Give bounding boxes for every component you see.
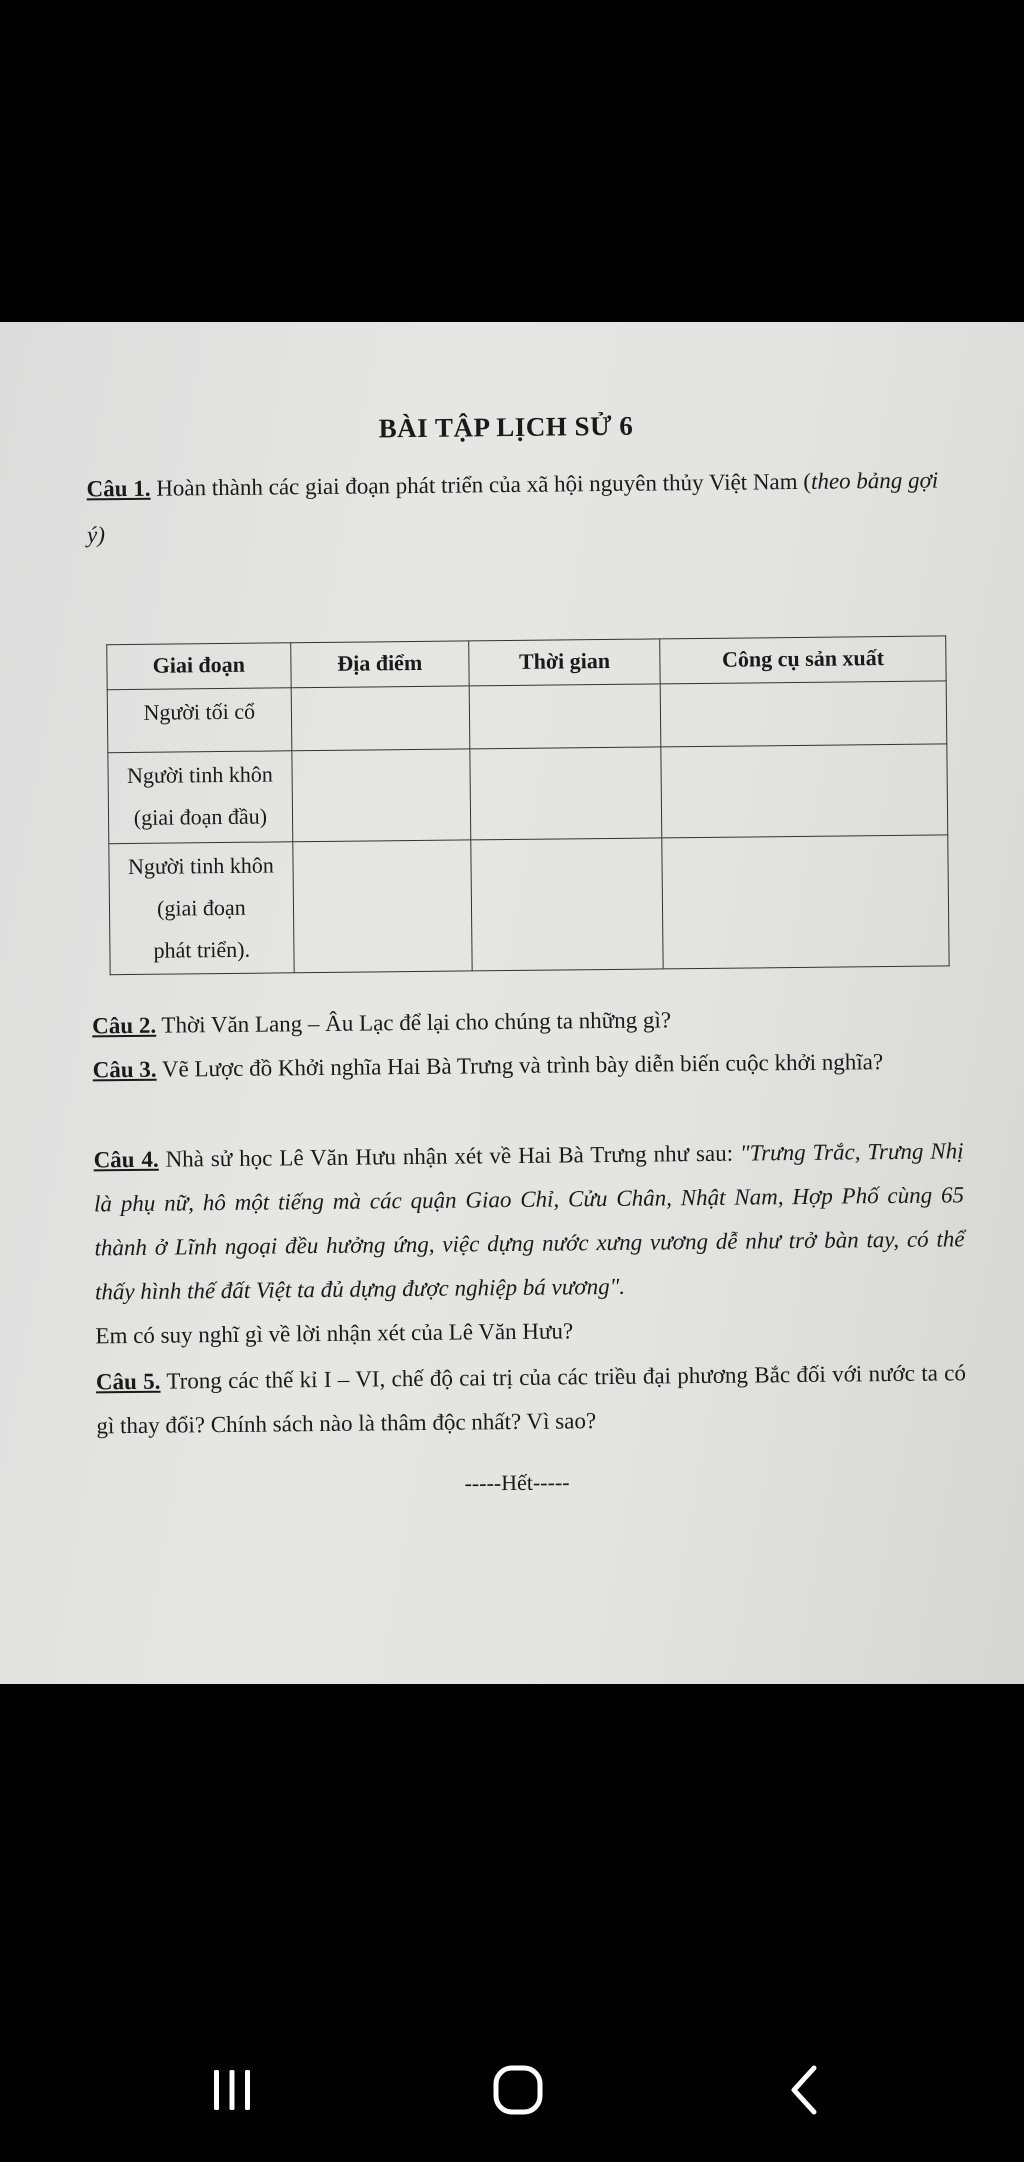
question-5 [96,1351,967,1448]
stages-table-wrapper [106,635,949,975]
empty-cell [469,684,661,749]
question-4-label: Câu 4. [93,1146,159,1173]
question-2-label: Câu 2. [92,1012,157,1039]
stage-cell [109,842,294,975]
question-5-text: Trong các thế kỉ I – VI, chế độ cai trị của các triều đại phương Bắc đối với nước ta có gì thay đổi? Chính sách nào là thâm độc nhất? Vì sao? [96,1360,967,1439]
header-location: Địa điểm [290,641,469,688]
question-1-hint: theo bảng gợi ý) [86,467,939,548]
question-4-text: Nhà sử học Lê Văn Hưu nhận xét về Hai Bà Trưng như sau: [158,1140,741,1172]
header-time: Thời gian [469,639,661,686]
back-icon [784,2064,824,2116]
empty-cell [660,681,946,747]
recents-button[interactable] [192,2060,272,2120]
stage-line: (giai đoạn [156,894,246,921]
home-icon [490,2064,546,2116]
question-3 [92,1039,962,1092]
home-button[interactable] [478,2060,558,2120]
stage-line: phát triển). [153,936,251,963]
question-3-text: Vẽ Lược đồ Khởi nghĩa Hai Bà Trưng và trình bày diễn biến cuộc khởi nghĩa? [156,1049,884,1082]
question-1 [86,457,957,558]
table-row [108,744,948,844]
worksheet-document [0,322,1024,1684]
question-5-label: Câu 5. [95,1368,161,1395]
empty-cell [470,747,662,840]
empty-cell [292,749,471,842]
stage-cell [108,751,293,844]
header-tools: Công cụ sản xuất [660,636,946,684]
android-navigation-bar [0,2010,1024,2162]
photo-paper-sheet [0,322,1024,1684]
empty-cell [662,835,949,969]
back-button[interactable] [764,2060,844,2120]
stages-table [106,635,949,975]
stage-line: Người tinh khôn [126,761,273,789]
recents-icon [208,2068,256,2112]
empty-cell [291,686,470,751]
question-4-followup: Em có suy nghĩ gì về lời nhận xét của Lê Văn Hưu? [95,1318,574,1349]
stage-line: (giai đoạn đầu) [133,803,268,830]
table-row [107,681,947,753]
end-marker: -----Hết----- [464,1469,570,1496]
stage-line: Người tinh khôn [127,852,274,880]
table-row [109,835,949,975]
header-stage: Giai đoạn [107,643,291,690]
empty-cell [661,744,948,838]
page-title: BÀI TẬP LỊCH SỬ 6 [378,410,634,444]
question-1-text: Hoàn thành các giai đoạn phát triển của xã hội nguyên thủy Việt Nam ( [150,468,812,501]
stage-cell [107,688,291,753]
question-4-quote: "Trưng Trắc, Trưng Nhị là phụ nữ, hô một tiếng mà các quận Giao Chỉ, Cửu Chân, Nhật Nam, Hợp Phố cùng 65 thành ở Lĩnh ngoại đều hưởng ứng, việc dựng nước xưng vương dễ như trở bàn tay, có thể thấy hình thế đất Việt ta đủ dựng được nghiệp bá vương". [93,1138,965,1305]
question-1-label: Câu 1. [86,475,151,502]
empty-cell [293,840,473,973]
question-2-text: Thời Văn Lang – Âu Lạc để lại cho chúng ta những gì? [155,1007,672,1038]
question-3-label: Câu 3. [92,1056,157,1083]
stage-line: Người tối cổ [143,698,256,725]
empty-cell [471,838,664,971]
question-4 [93,1129,965,1358]
